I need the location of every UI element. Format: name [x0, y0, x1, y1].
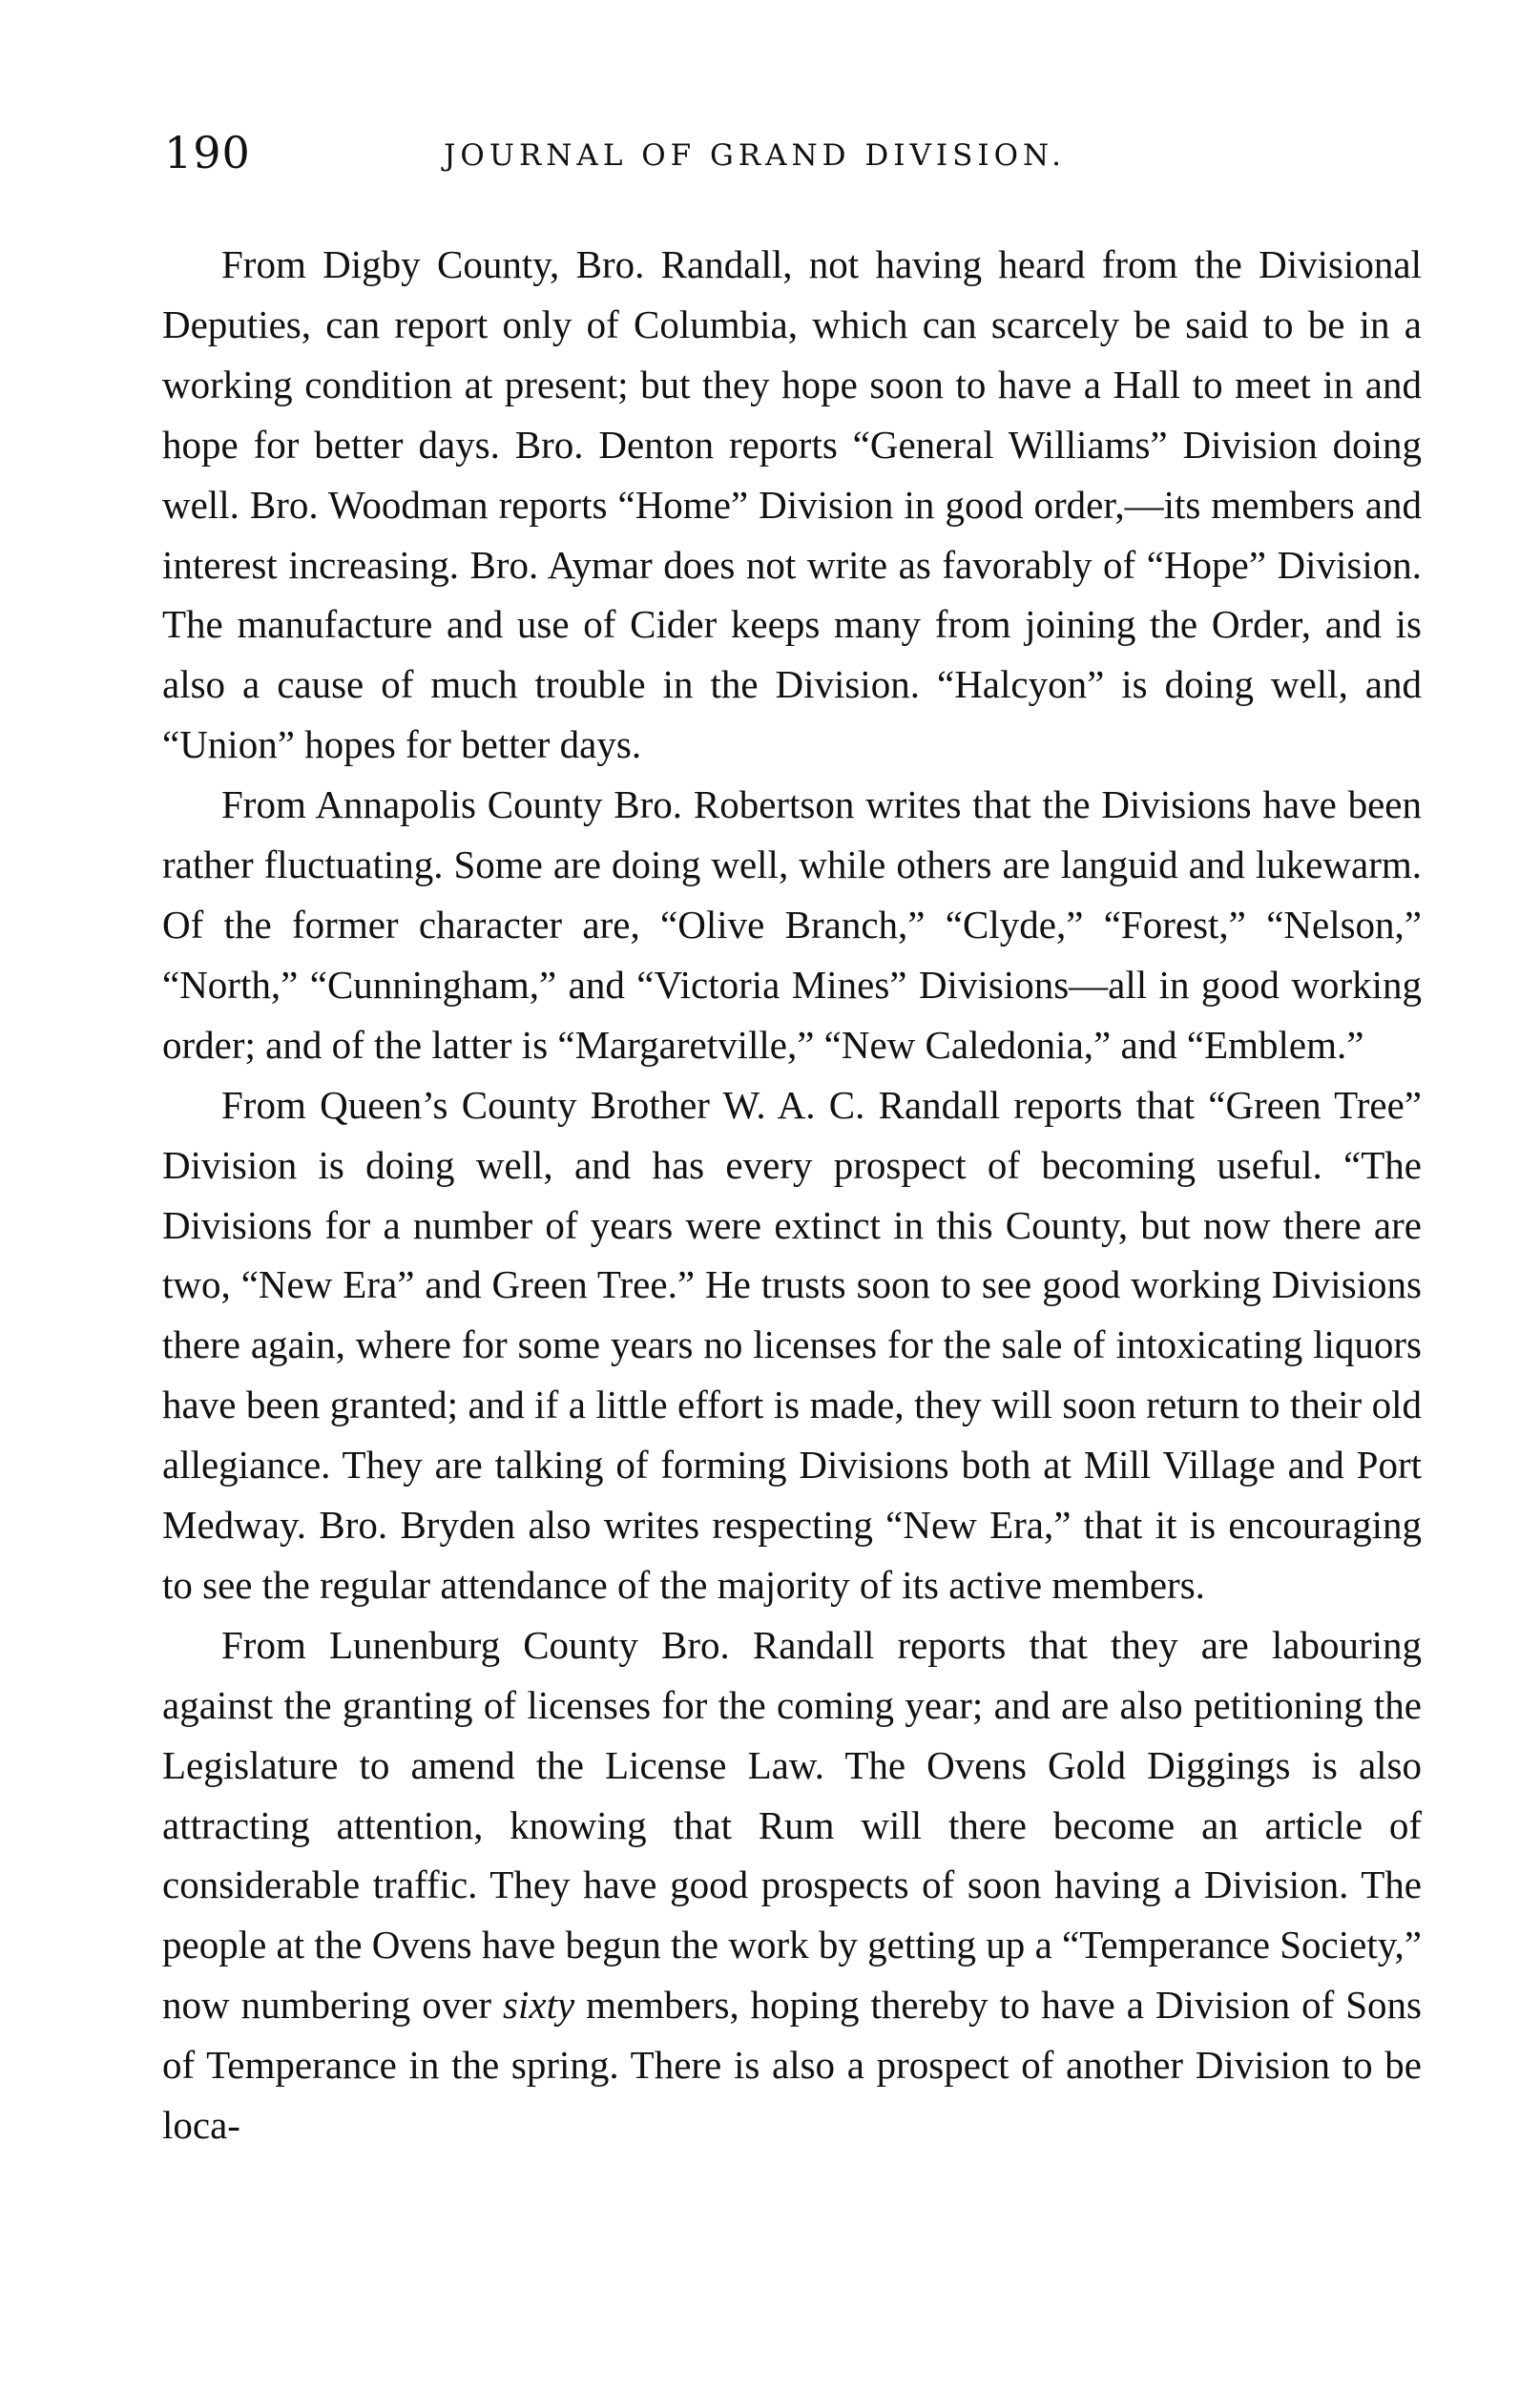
running-head [162, 124, 1422, 191]
page-number: 190 [164, 127, 251, 178]
book-page [162, 124, 1422, 2155]
paragraph [162, 1075, 1422, 1615]
text-segment: From Lunenburg County Bro. Randall reports that they are labouring against the granting of licenses for the coming year; and are also petitioning the Legislature to amend the License Law. The Ovens Gold Diggings is also attracting attention, knowing that Rum will there become an article of considerable traffic. They have good prospects of soon having a Division. The people at the Ovens have begun the work by getting up a “Temperance Society,” now numbering over [162, 1622, 1422, 2028]
paragraph [162, 775, 1422, 1075]
paragraph [162, 235, 1422, 775]
text-segment: From Queen’s County Brother W. A. C. Randall reports that “Green Tree” Division is doing well, and has every prospect of becoming useful. “The Divisions for a number of years were extinct in this County, but now there are two, “New Era” and Green Tree.” He trusts soon to see good working Divisions there again, where for some years no licenses for the sale of intoxicating liquors have been granted; and if a little effort is made, they will soon return to their old allegiance. They are talking of forming Divisions both at Mill Village and Port Medway. Bro. Bryden also writes respecting “New Era,” that it is encouraging to see the regular attendance of the majority of its active members. [162, 1082, 1422, 1607]
body-text [162, 235, 1422, 2155]
text-segment: From Digby County, Bro. Randall, not having heard from the Divisional Deputies, can report only of Columbia, which can scarcely be said to be in a working condition at present; but they hope soon to have a Hall to meet in and hope for better days. Bro. Denton reports “General Williams” Division doing well. Bro. Woodman reports “Home” Division in good order,—its members and interest increasing. Bro. Aymar does not write as favorably of “Hope” Division. The manufacture and use of Cider keeps many from joining the Order, and is also a cause of much trouble in the Division. “Halcyon” is doing well, and “Union” hopes for better days. [162, 242, 1422, 767]
paragraph [162, 1615, 1422, 2155]
text-segment: From Annapolis County Bro. Robertson writes that the Divisions have been rather fluctuating. Some are doing well, while others are languid and lukewarm. Of the former character are, “Olive Branch,” “Clyde,” “Forest,” “Nelson,” “North,” “Cunningham,” and “Victoria Mines” Divisions—all in good working order; and of the latter is “Margaretville,” “New Caledonia,” and “Emblem.” [162, 782, 1422, 1067]
italic-text: sixty [503, 1983, 575, 2028]
running-title: JOURNAL OF GRAND DIVISION. [444, 138, 1066, 173]
text-segment: members, hoping thereby to have a Division of Sons of Temperance in the spring. There is also a prospect of another Division to be loca- [162, 1983, 1422, 2148]
